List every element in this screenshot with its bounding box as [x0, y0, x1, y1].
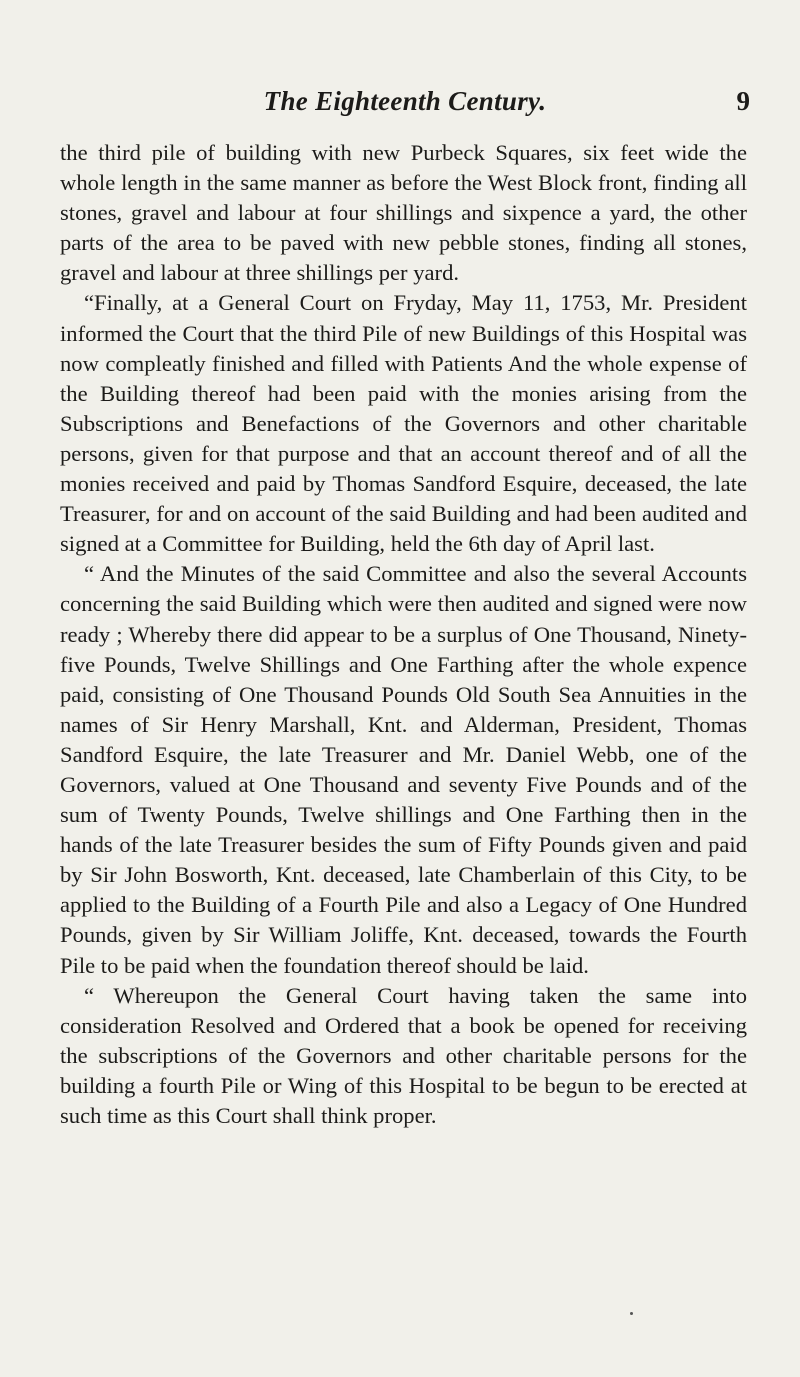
body-text	[60, 138, 747, 1131]
page-number: 9	[736, 86, 750, 116]
running-title: The Eighteenth Century.	[263, 86, 547, 116]
running-head	[60, 86, 750, 126]
paragraph-resolution: “ Whereupon the General Court having taken the same into consideration Resolved and Ordered that a book be opened for receiving the subscriptions of the Governors and other charitable persons for the building a fourth Pile or Wing of this Hospital to be begun to be erected at such time as this Court shall think proper.	[60, 982, 747, 1128]
paragraph-continued: the third pile of building with new Purbeck Squares, six feet wide the whole length in the same manner as before the West Block front, finding all stones, gravel and labour at four shillings and sixpence a yard, the other parts of the area to be paved with new pebble stones, finding all stones, gravel and labour at three shillings per yard.	[60, 140, 747, 286]
paragraph-committee-minutes: “ And the Minutes of the said Committee and also the several Accounts concerning the said Building which were then audited and signed were now ready ; Whereby there did appear to be a surplus of One Thousand, Ninety-five Pounds, Twelve Shillings and One Farthing after the whole expence paid, consisting of One Thousand Pounds Old South Sea Annuities in the names of Sir Henry Marshall, Knt. and Alderman, President, Thomas Sandford Esquire, the late Treasurer and Mr. Daniel Webb, one of the Governors, valued at One Thousand and seventy Five Pounds and of the sum of Twenty Pounds, Twelve shillings and One Farthing then in the hands of the late Treasurer besides the sum of Fifty Pounds given and paid by Sir John Bosworth, Knt. deceased, late Chamberlain of this City, to be applied to the Building of a Fourth Pile and also a Legacy of One Hundred Pounds, given by Sir William Joliffe, Knt. deceased, towards the Fourth Pile to be paid when the foundation thereof should be laid.	[60, 561, 747, 978]
paper-fleck	[630, 1312, 633, 1315]
paragraph-general-court-1753: “Finally, at a General Court on Fryday, May 11, 1753, Mr. President informed the Court that the third Pile of new Buildings of this Hospital was now compleatly finished and filled with Patients And the whole expense of the Building thereof had been paid with the monies arising from the Subscriptions and Benefactions of the Governors and other charitable persons, given for that purpose and that an account thereof and of all the monies received and paid by Thomas Sandford Esquire, deceased, the late Treasurer, for and on account of the said Building and had been audited and signed at a Committee for Building, held the 6th day of April last.	[60, 290, 747, 557]
